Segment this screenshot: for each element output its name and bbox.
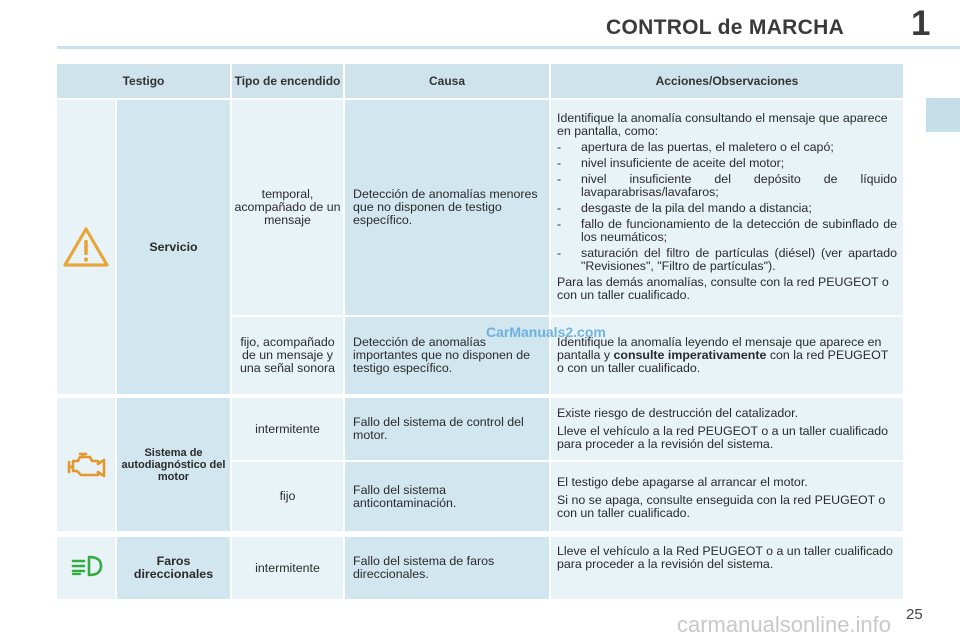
servicio-name: Servicio (117, 100, 230, 394)
motor-type-2-text: fijo (279, 489, 296, 503)
warning-triangle-icon (62, 226, 110, 268)
chapter-tab[interactable] (926, 98, 960, 132)
servicio-icon-cell (57, 100, 115, 394)
motor-cause-1 (345, 398, 549, 460)
faros-actions (551, 537, 903, 599)
header-tipo: Tipo de encendido (232, 64, 343, 98)
header-acciones: Acciones/Observaciones (551, 64, 903, 98)
motor-action-1a: Existe riesgo de destrucción del catalizador. (557, 406, 799, 420)
servicio-actions-intro: Identifique la anomalía consultando el mensaje que aparece en pantalla, como: (557, 111, 888, 138)
motor-cause-2 (345, 462, 549, 531)
engine-icon (67, 451, 107, 481)
servicio-type-1-text: temporal, acompañado de un mensaje (234, 187, 341, 227)
list-item: - nivel insuficiente del depósito de líquido lavaparabrisas/lavafaros; (557, 172, 897, 199)
bullet-text: saturación del filtro de partículas (diésel) (ver apartado "Revisiones", "Filtro de partículas"). (581, 246, 897, 273)
bullet-text: nivel insuficiente del depósito de líquido lavaparabrisas/lavafaros; (581, 172, 897, 199)
bullet-text: fallo de funcionamiento de la detección de subinflado de los neumáticos; (581, 217, 897, 244)
motor-cause-1-text: Fallo del sistema de control del motor. (353, 415, 524, 442)
header-testigo: Testigo (57, 64, 230, 98)
list-item: - saturación del filtro de partículas (diésel) (ver apartado "Revisiones", "Filtro de partículas"). (557, 246, 897, 273)
bullet-text: apertura de las puertas, el maletero o el capó; (581, 140, 834, 154)
servicio-type-2 (232, 317, 343, 394)
motor-icon-cell (57, 398, 115, 531)
motor-action-1b: Lleve el vehículo a la red PEUGEOT o a un taller cualificado para proceder a la revisión del sistema. (557, 424, 889, 451)
faros-action-text: Lleve el vehículo a la Red PEUGEOT o a un taller cualificado para proceder a la revisión del sistema. (557, 544, 893, 571)
servicio-action-2-bold: consulte imperativamente (613, 348, 767, 362)
motor-type-1-text: intermitente (255, 421, 320, 436)
motor-actions-1 (551, 398, 903, 460)
list-item: - fallo de funcionamiento de la detección de subinflado de los neumáticos; (557, 217, 897, 244)
servicio-cause-2-text: Detección de anomalías importantes que no disponen de testigo específico. (353, 335, 531, 375)
motor-cause-2-text: Fallo del sistema anticontaminación. (353, 482, 457, 510)
servicio-type-1 (232, 100, 343, 315)
faros-type-text: intermitente (255, 560, 320, 575)
servicio-cause-1 (345, 100, 549, 315)
faros-name: Faros direccionales (117, 537, 230, 599)
servicio-type-2-text: fijo, acompañado de un mensaje y una señal sonora (239, 335, 336, 375)
motor-action-2a: El testigo debe apagarse al arrancar el motor. (557, 475, 808, 489)
header-divider (57, 46, 960, 49)
motor-type-1 (232, 398, 343, 460)
servicio-action-2a: Identifique la anomalía leyendo el mensaje que aparece en pantalla y (557, 335, 882, 362)
motor-name: Sistema de autodiagnóstico del motor (117, 398, 230, 531)
bullet-text: desgaste de la pila del mando a distancia; (581, 201, 812, 215)
servicio-action-2b: con la red PEUGEOT o con un taller cualificado. (557, 348, 889, 375)
chapter-number: 1 (911, 4, 931, 43)
bullet-text: nivel insuficiente de aceite del motor; (581, 156, 785, 170)
motor-type-2 (232, 462, 343, 531)
servicio-cause-1-text: Detección de anomalías menores que no disponen de testigo específico. (353, 187, 538, 227)
motor-action-2b: Si no se apaga, consulte enseguida con la red PEUGEOT o con un taller cualificado. (557, 493, 886, 520)
faros-cause-text: Fallo del sistema de faros direccionales. (353, 554, 495, 581)
watermark: CarManuals2.com (486, 324, 606, 340)
header-causa: Causa (345, 64, 549, 98)
list-item: - apertura de las puertas, el maletero o el capó; (557, 141, 897, 154)
faros-type (232, 537, 343, 599)
faros-cause (345, 537, 549, 599)
page-number: 25 (906, 606, 923, 623)
list-item: - nivel insuficiente de aceite del motor; (557, 157, 897, 170)
headlamp-icon (70, 555, 104, 577)
faros-icon-cell (57, 537, 115, 599)
footer-watermark: carmanualsonline.info (677, 612, 892, 637)
motor-actions-2 (551, 462, 903, 531)
servicio-actions-outro: Para las demás anomalías, consulte con la red PEUGEOT o con un taller cualificado. (557, 275, 889, 302)
servicio-actions-1 (551, 100, 903, 315)
list-item: - desgaste de la pila del mando a distancia; (557, 202, 897, 215)
page-title: CONTROL de MARCHA (606, 16, 845, 39)
